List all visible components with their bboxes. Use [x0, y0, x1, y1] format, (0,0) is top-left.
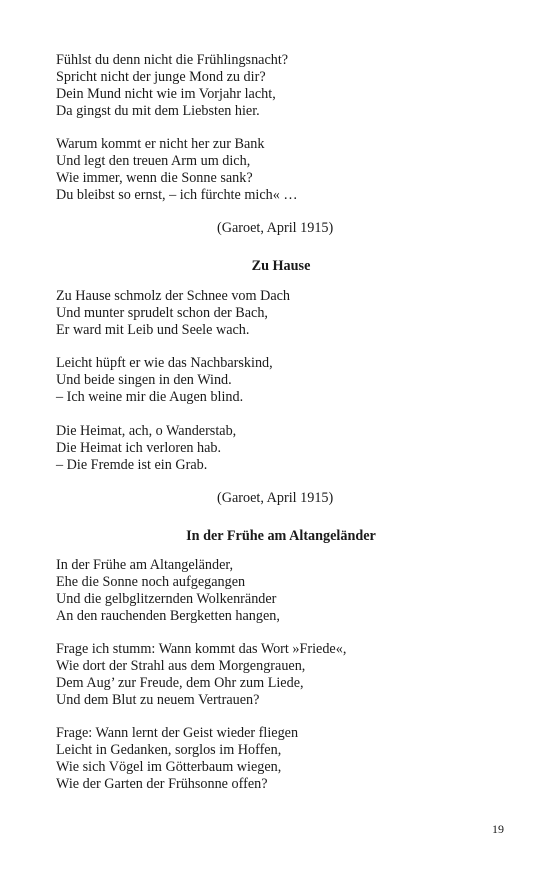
verse-line: Frage ich stumm: Wann kommt das Wort »Friede«,: [56, 641, 347, 657]
verse-line: Spricht nicht der junge Mond zu dir?: [56, 69, 266, 85]
verse-line: Dem Aug’ zur Freude, dem Ohr zum Liede,: [56, 675, 304, 691]
verse-line: Du bleibst so ernst, – ich fürchte mich« …: [56, 187, 298, 203]
verse-line: Wie dort der Strahl aus dem Morgengrauen,: [56, 658, 306, 674]
verse-line: Fühlst du denn nicht die Frühlingsnacht?: [56, 52, 289, 68]
verse-line: – Die Fremde ist ein Grab.: [56, 457, 208, 473]
verse-line: Und munter sprudelt schon der Bach,: [56, 305, 268, 321]
verse-line: Leicht in Gedanken, sorglos im Hoffen,: [56, 742, 282, 758]
verse-line: Wie der Garten der Frühsonne offen?: [56, 776, 268, 792]
verse-line: Und beide singen in den Wind.: [56, 372, 232, 388]
verse-line: Zu Hause schmolz der Schnee vom Dach: [56, 288, 291, 304]
poem-date: (Garoet, April 1915): [217, 220, 334, 236]
verse-line: Und die gelbglitzernden Wolkenränder: [56, 591, 277, 607]
verse-line: Frage: Wann lernt der Geist wieder fliegen: [56, 725, 299, 741]
verse-line: Warum kommt er nicht her zur Bank: [56, 136, 265, 152]
poem-title: Zu Hause: [251, 258, 311, 274]
verse-line: Leicht hüpft er wie das Nachbarskind,: [56, 355, 273, 371]
verse-line: Dein Mund nicht wie im Vorjahr lacht,: [56, 86, 276, 102]
poem-title: In der Frühe am Altangeländer: [186, 528, 376, 544]
verse-line: In der Frühe am Altangeländer,: [56, 557, 234, 573]
verse-line: Wie sich Vögel im Götterbaum wiegen,: [56, 759, 282, 775]
verse-line: – Ich weine mir die Augen blind.: [56, 389, 244, 405]
verse-line: An den rauchenden Bergketten hangen,: [56, 608, 280, 624]
verse-line: Ehe die Sonne noch aufgegangen: [56, 574, 246, 590]
verse-line: Da gingst du mit dem Liebsten hier.: [56, 103, 260, 119]
page-number: 19: [492, 822, 504, 836]
poem-date: (Garoet, April 1915): [217, 490, 334, 506]
verse-line: Die Heimat ich verloren hab.: [56, 440, 222, 456]
verse-line: Und legt den treuen Arm um dich,: [56, 153, 251, 169]
verse-line: Und dem Blut zu neuem Vertrauen?: [56, 692, 260, 708]
verse-line: Die Heimat, ach, o Wanderstab,: [56, 423, 237, 439]
verse-line: Wie immer, wenn die Sonne sank?: [56, 170, 253, 186]
verse-line: Er ward mit Leib und Seele wach.: [56, 322, 250, 338]
